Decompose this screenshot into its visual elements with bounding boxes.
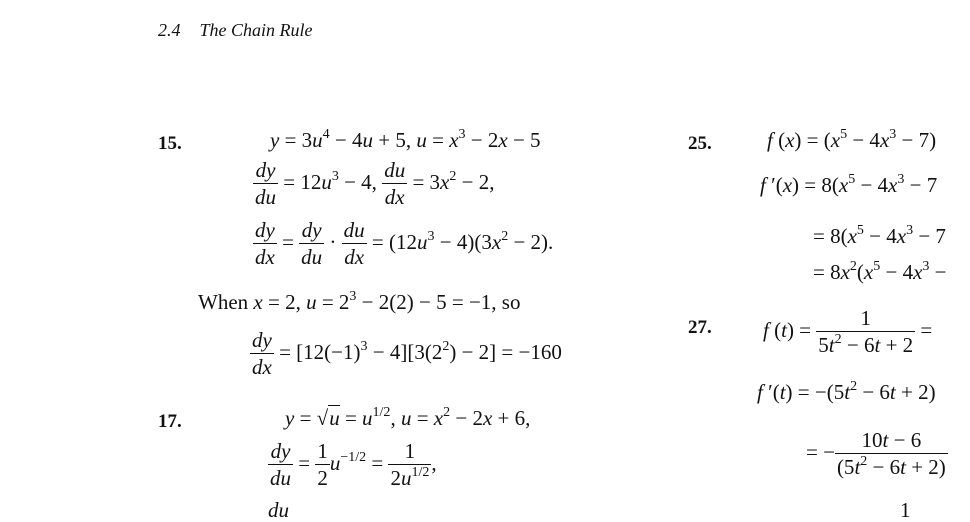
p25-line-2: f $'(x) = 8(x^5 - 4x^3 - 7$ [760, 172, 938, 197]
p15-line-2: $\frac{dy}{du}$ = $12u^3 - 4$, $\frac{du}{dx}$ = $3x^2 - 2$, [255, 158, 495, 209]
section-number: 2.4 [158, 20, 181, 40]
p17-line-3-partial: du [268, 498, 289, 522]
problem-number-27: 27. [688, 317, 712, 338]
problem-number-17: 17. [158, 411, 182, 432]
p15-result: $\frac{dy}{dx}$ = $[12(-1)^3 - 4][3(2^2) - 2] = -160$ [252, 328, 562, 379]
p15-when-line: When x = 2, $u = 2^3 - 2(2) - 5 = -1$, so [198, 289, 521, 314]
p27-line-1: f (t) = $\frac{1}{5t^2 - 6t + 2}$ = [763, 306, 933, 357]
p25-line-4: = $8x^2(x^5 - 4x^3$ − [813, 259, 947, 284]
section-title: The Chain Rule [199, 20, 313, 40]
so-word: so [501, 290, 521, 314]
p15-line-1: $y = 3u^4 - 4u + 5$, $u = x^3 - 2x - 5$ [270, 127, 541, 152]
p25-line-3: = $8(x^5 - 4x^3 - 7$ [813, 223, 946, 248]
running-header [158, 20, 313, 41]
p15-line-3: $\frac{dy}{dx}$ = $\frac{dy}{du}$ · $\frac{du}{dx}$ = $(12u^3 - 4)(3x^2 - 2)$. [255, 218, 554, 269]
p25-line-1: f $(x) = (x^5 - 4x^3 - 7)$ [767, 127, 937, 152]
p27-line-3: = − $\frac{10t - 6}{(5t^2 - 6t + 2)}$ [806, 428, 946, 479]
p17-line-1: $y = √u = u^{1/2}$, $u = x^2 - 2x + 6$, [285, 405, 531, 430]
p17-line-2: $\frac{dy}{du}$ = $\frac{1}{2}$ $u^{-1/2}$ = $\frac{1}{2u^{1/2}}$ , [270, 439, 437, 490]
when-word: When [198, 290, 249, 314]
p27-line-2: f $'(t) = -(5t^2 - 6t + 2)$ [757, 379, 936, 404]
problem-number-25: 25. [688, 133, 712, 154]
problem-number-15: 15. [158, 133, 182, 154]
p27-line-4-partial: 1 [900, 498, 911, 522]
